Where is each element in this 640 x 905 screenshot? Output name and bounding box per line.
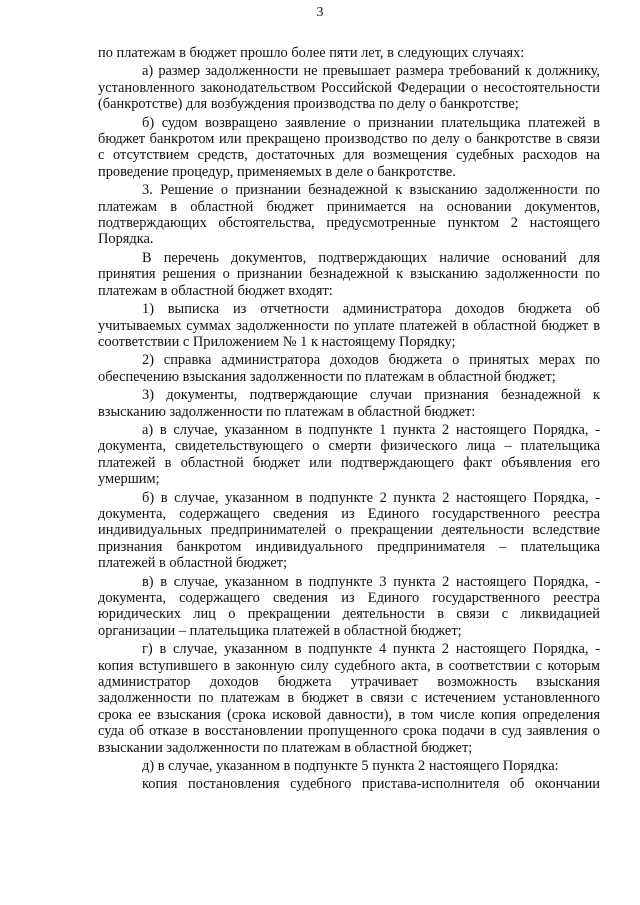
paragraph-case-g: г) в случае, указанном в подпункте 4 пункта 2 настоящего Порядка, - копия вступившего в законную силу судебного акта, в соответствии с которым администратор доходов бюджета утрачивает возможность взыскания задолженности по платежам в бюджет в связи с истечением установленного срока ее взыскания (срока исковой давности), в том числе копия определения суда об отказе в восстановлении пропущенного срока подачи в суд заявления о взыскании задолженности по платежам в областной бюджет; [98,641,600,756]
paragraph-case-b: б) в случае, указанном в подпункте 2 пункта 2 настоящего Порядка, - документа, содержащего сведения из Единого государственного реестра индивидуальных предпринимателей о прекращении деятельности вследствие признания банкротом индивидуального предпринимателя – плательщика платежей в областной бюджет; [98,489,600,572]
paragraph-doc-3: 3) документы, подтверждающие случаи признания безнадежной к взысканию задолженности по платежам в областной бюджет: [98,387,600,420]
paragraph-documents-list-intro: В перечень документов, подтверждающих наличие оснований для принятия решения о признании безнадежной к взысканию задолженности по платежам в областной бюджет входят: [98,249,600,299]
paragraph-case-d: д) в случае, указанном в подпункте 5 пункта 2 настоящего Порядка: [142,758,559,775]
paragraph-case-a: а) в случае, указанном в подпункте 1 пункта 2 настоящего Порядка, - документа, свидетельствующего о смерти физического лица – плательщика платежей в областной бюджет или подтверждающего факт объявления его умершим; [98,421,600,488]
paragraph-doc-1: 1) выписка из отчетности администратора доходов бюджета об учитываемых суммах задолженности по уплате платежей в областной бюджет в соответствии с Приложением № 1 к настоящему Порядку; [98,301,600,350]
paragraph-copy-resolution: копия постановления судебного пристава-исполнителя об окончании [142,776,600,793]
paragraph-clause-3: 3. Решение о признании безнадежной к взысканию задолженности по платежам в областной бюджет принимается на основании документов, подтверждающих обстоятельства, предусмотренные пунктом 2 настоящего Порядка. [98,182,600,248]
paragraph-item-a: а) размер задолженности не превышает размера требований к должнику, установленного законодательством Российской Федерации о несостоятельности (банкротстве) для возбуждения производства по делу о банкротстве; [98,63,600,113]
document-body [98,45,600,795]
page-number: 3 [316,5,324,20]
paragraph-doc-2: 2) справка администратора доходов бюджета о принятых мерах по обеспечению взыскания задолженности по платежам в областной бюджет; [98,352,600,385]
paragraph-item-b: б) судом возвращено заявление о признании плательщика платежей в бюджет банкротом или прекращено производство по делу о банкротстве в связи с отсутствием средств, достаточных для возмещения судебных расходов на проведение процедур, применяемых в деле о банкротстве. [98,114,600,180]
paragraph-case-v: в) в случае, указанном в подпункте 3 пункта 2 настоящего Порядка, - документа, содержащего сведения из Единого государственного реестра юридических лиц о прекращении деятельности в связи с ликвидацией организации – плательщика платежей в областной бюджет; [98,573,600,639]
paragraph-continuation: по платежам в бюджет прошло более пяти лет, в следующих случаях: [98,45,525,61]
